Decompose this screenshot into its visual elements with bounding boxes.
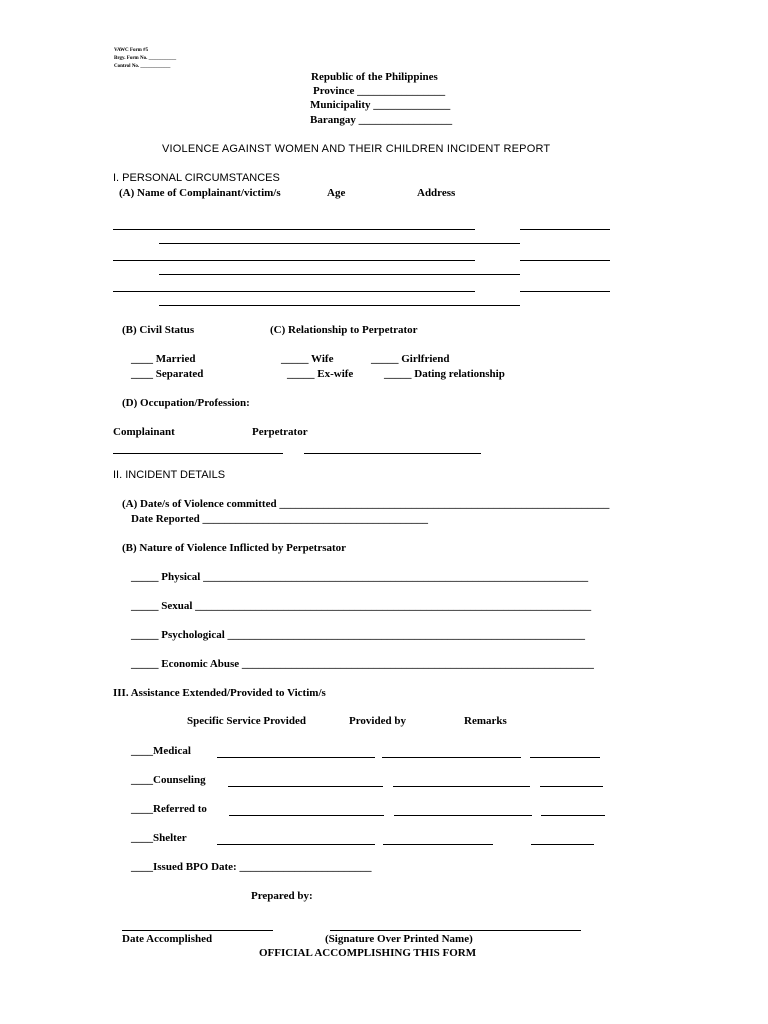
date-accomplished-label: Date Accomplished bbox=[122, 933, 213, 945]
complainant-name-line-2[interactable] bbox=[113, 260, 475, 261]
counseling-remarks-line[interactable] bbox=[540, 786, 603, 787]
referred-provider-line[interactable] bbox=[394, 815, 532, 816]
medical-service-line[interactable] bbox=[217, 757, 375, 758]
prepared-by-label: Prepared by: bbox=[251, 890, 313, 902]
violence-economic-abuse[interactable]: _____ Economic Abuse ________________________________________________________________ bbox=[131, 658, 594, 670]
violence-psychological[interactable]: _____ Psychological _________________________________________________________________ bbox=[131, 629, 586, 641]
complainant-address-line-1[interactable] bbox=[159, 243, 520, 244]
relationship-label: (C) Relationship to Perpetrator bbox=[270, 324, 418, 336]
name-label: (A) Name of Complainant/victim/s bbox=[119, 187, 281, 199]
medical-remarks-line[interactable] bbox=[530, 757, 600, 758]
counseling-provider-line[interactable] bbox=[393, 786, 530, 787]
brgy-form-number: Brgy. Form No. ___________ bbox=[114, 56, 177, 61]
address-label: Address bbox=[417, 187, 456, 199]
perpetrator-label: Perpetrator bbox=[252, 426, 308, 438]
complainant-name-line-3[interactable] bbox=[113, 291, 475, 292]
date-reported-field[interactable]: Date Reported _________________________________________ bbox=[131, 513, 428, 525]
complainant-age-line-3[interactable] bbox=[520, 291, 610, 292]
section3-heading: III. Assistance Extended/Provided to Victim/s bbox=[113, 687, 326, 699]
medical-provider-line[interactable] bbox=[382, 757, 521, 758]
service-medical[interactable]: ____Medical bbox=[131, 745, 191, 757]
col-provided-by-header: Provided by bbox=[349, 715, 406, 727]
shelter-service-line[interactable] bbox=[217, 844, 375, 845]
complainant-address-line-3[interactable] bbox=[159, 305, 520, 306]
col-service-header: Specific Service Provided bbox=[187, 715, 306, 727]
shelter-provider-line[interactable] bbox=[383, 844, 493, 845]
nature-of-violence-label: (B) Nature of Violence Inflicted by Perpetrsator bbox=[122, 542, 347, 554]
violence-sexual[interactable]: _____ Sexual ________________________________________________________________________ bbox=[131, 600, 592, 612]
counseling-service-line[interactable] bbox=[228, 786, 383, 787]
issued-bpo-date-field[interactable]: ____Issued BPO Date: ________________________ bbox=[131, 861, 372, 873]
official-label: OFFICIAL ACCOMPLISHING THIS FORM bbox=[259, 947, 477, 959]
section1-heading: I. PERSONAL CIRCUMSTANCES bbox=[113, 172, 280, 184]
service-shelter[interactable]: ____Shelter bbox=[131, 832, 187, 844]
dates-of-violence-field[interactable]: (A) Date/s of Violence committed ____________________________________________________________ bbox=[122, 498, 610, 510]
control-number: Control No. ____________ bbox=[114, 64, 171, 69]
violence-physical[interactable]: _____ Physical ______________________________________________________________________ bbox=[131, 571, 589, 583]
relationship-ex-wife[interactable]: _____ Ex-wife bbox=[287, 368, 354, 380]
service-referred-to[interactable]: ____Referred to bbox=[131, 803, 207, 815]
relationship-wife[interactable]: _____ Wife bbox=[281, 353, 334, 365]
perpetrator-occupation-line[interactable] bbox=[304, 453, 481, 454]
complainant-name-line-1[interactable] bbox=[113, 229, 475, 230]
report-title: VIOLENCE AGAINST WOMEN AND THEIR CHILDREN INCIDENT REPORT bbox=[162, 143, 551, 155]
referred-service-line[interactable] bbox=[229, 815, 384, 816]
complainant-address-line-2[interactable] bbox=[159, 274, 520, 275]
civil-status-label: (B) Civil Status bbox=[122, 324, 195, 336]
signature-label: (Signature Over Printed Name) bbox=[325, 933, 473, 945]
form-number: VAWC Form #5 bbox=[114, 48, 149, 53]
complainant-age-line-1[interactable] bbox=[520, 229, 610, 230]
complainant-occupation-line[interactable] bbox=[113, 453, 283, 454]
service-counseling[interactable]: ____Counseling bbox=[131, 774, 206, 786]
province-field: Province ________________ bbox=[313, 85, 446, 97]
referred-remarks-line[interactable] bbox=[541, 815, 605, 816]
complainant-age-line-2[interactable] bbox=[520, 260, 610, 261]
signature-line[interactable] bbox=[330, 930, 581, 931]
complainant-label: Complainant bbox=[113, 426, 175, 438]
civil-status-married[interactable]: ____ Married bbox=[131, 353, 196, 365]
relationship-girlfriend[interactable]: _____ Girlfriend bbox=[371, 353, 450, 365]
barangay-field: Barangay _________________ bbox=[310, 114, 453, 126]
civil-status-separated[interactable]: ____ Separated bbox=[131, 368, 204, 380]
shelter-remarks-line[interactable] bbox=[531, 844, 594, 845]
municipality-field: Municipality ______________ bbox=[310, 99, 451, 111]
section2-heading: II. INCIDENT DETAILS bbox=[113, 469, 226, 481]
col-remarks-header: Remarks bbox=[464, 715, 507, 727]
relationship-dating[interactable]: _____ Dating relationship bbox=[384, 368, 505, 380]
occupation-label: (D) Occupation/Profession: bbox=[122, 397, 250, 409]
age-label: Age bbox=[327, 187, 346, 199]
republic-label: Republic of the Philippines bbox=[311, 71, 438, 83]
date-accomplished-line[interactable] bbox=[122, 930, 273, 931]
